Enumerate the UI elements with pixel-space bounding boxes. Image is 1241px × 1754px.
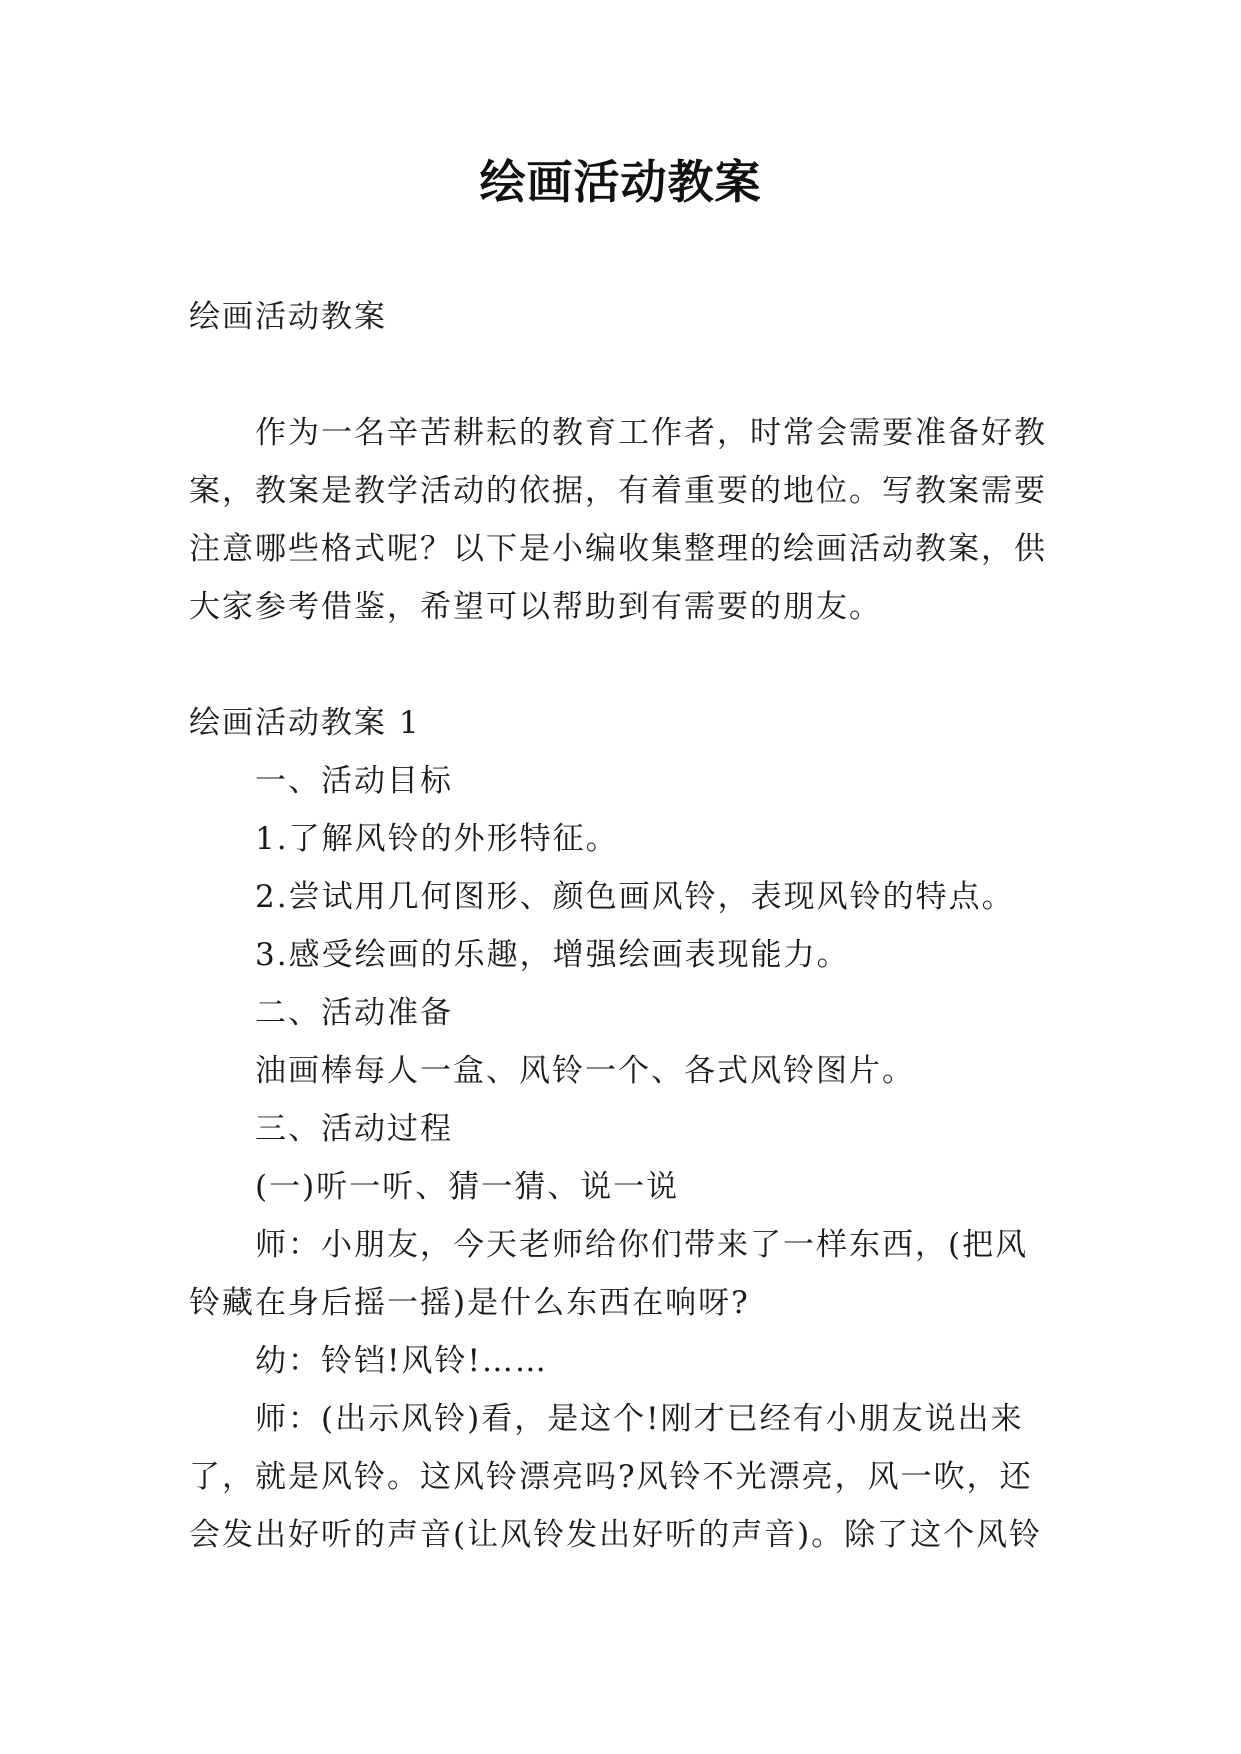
process-heading: 三、活动过程 [255, 1111, 453, 1147]
dialogue-paragraph-1: 师：小朋友，今天老师给你们带来了一样东西，(把风铃藏在身后摇一摇)是什么东西在响呀? [189, 1227, 1029, 1321]
goal-item-1: 1.了解风铃的外形特征。 [255, 821, 619, 857]
document-body [189, 288, 1055, 1564]
dialogue-paragraph-3: 师：(出示风铃)看，是这个!刚才已经有小朋友说出来了，就是风铃。这风铃漂亮吗?风铃不光漂亮，风一吹，还会发出好听的声音(让风铃发出好听的声音)。除了这个风铃 [189, 1401, 1043, 1553]
intro-paragraph: 作为一名辛苦耕耘的教育工作者，时常会需要准备好教案，教案是教学活动的依据，有着重要的地位。写教案需要注意哪些格式呢？以下是小编收集整理的绘画活动教案，供大家参考借鉴，希望可以帮助到有需要的朋友。 [189, 415, 1047, 625]
goal-item-2: 2.尝试用几何图形、颜色画风铃，表现风铃的特点。 [255, 879, 1015, 915]
dialogue-paragraph-2: 幼：铃铛!风铃!…… [255, 1343, 548, 1379]
prep-text: 油画棒每人一盒、风铃一个、各式风铃图片。 [255, 1053, 915, 1089]
section-heading: 绘画活动教案 1 [189, 705, 421, 741]
document-subtitle: 绘画活动教案 [189, 299, 387, 335]
goals-heading: 一、活动目标 [255, 763, 453, 799]
goal-item-3: 3.感受绘画的乐趣，增强绘画表现能力。 [255, 937, 850, 973]
prep-heading: 二、活动准备 [255, 995, 453, 1031]
document-title: 绘画活动教案 [479, 155, 762, 209]
step-heading: (一)听一听、猜一猜、说一说 [255, 1169, 680, 1205]
